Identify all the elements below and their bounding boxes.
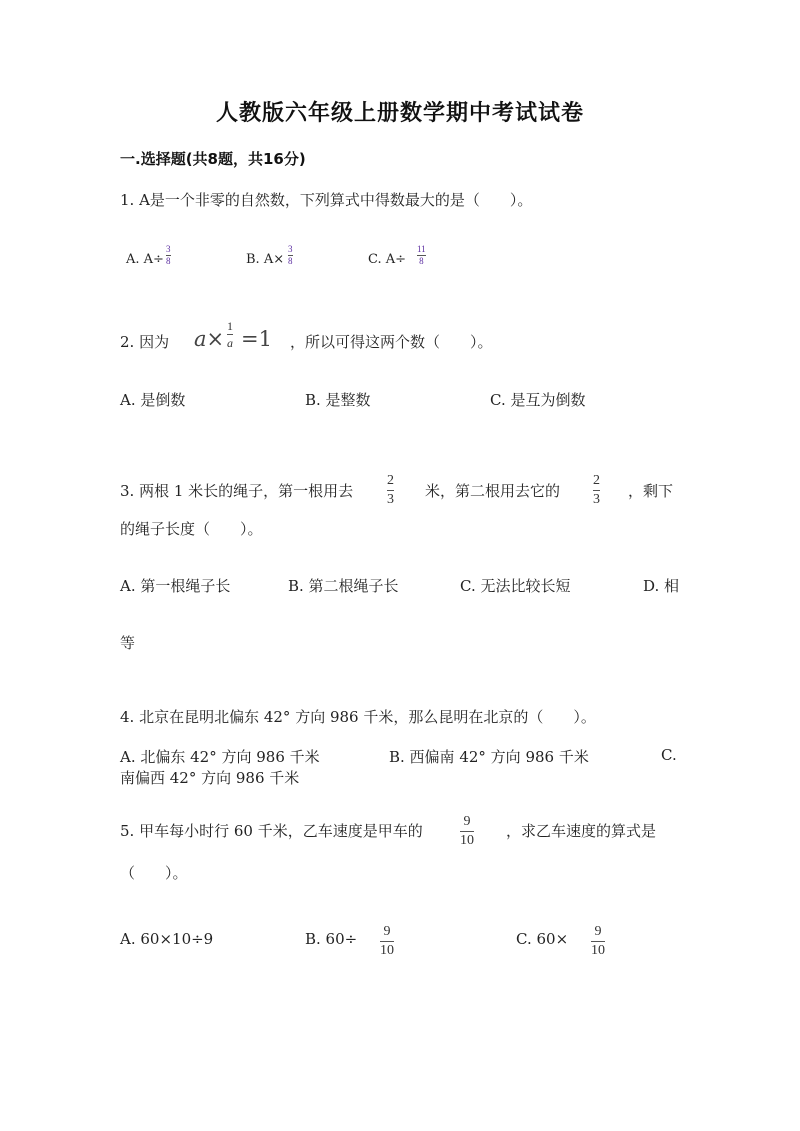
fraction-bar — [387, 490, 394, 491]
question-3-stem-part2: 米，第二根用去它的 — [425, 482, 561, 500]
q5-option-c-fraction — [591, 925, 605, 958]
fraction-bar — [591, 941, 605, 942]
q3-f1-numerator: 2 — [387, 473, 394, 488]
q1-option-b-label: B. A× — [246, 252, 285, 267]
section-heading: 一.选择题(共8题，共16分) — [120, 150, 306, 168]
q1-a-denominator: 8 — [166, 256, 171, 266]
q2-option-b: B. 是整数 — [305, 391, 371, 409]
question-4-stem: 4. 北京在昆明北偏东 42° 方向 986 千米，那么昆明在北京的（ ）。 — [120, 708, 596, 726]
q1-option-a-fraction — [166, 245, 171, 266]
question-2-stem-end: ，所以可得这两个数（ ）。 — [290, 333, 493, 351]
q4-option-c-part2: 南偏西 42° 方向 986 千米 — [120, 769, 300, 787]
fraction-bar — [593, 490, 600, 491]
q5-option-c-label: C. 60× — [516, 930, 569, 948]
question-3-stem-line2: 的绳子长度（ ）。 — [120, 520, 263, 538]
q1-option-a-label: A. A÷ — [126, 252, 164, 267]
q2-times: × — [206, 327, 225, 351]
q2-equals-one: =1 — [241, 327, 272, 351]
q1-option-c-fraction — [417, 245, 426, 266]
q2-var-a: a — [194, 327, 207, 351]
q5-denominator: 10 — [460, 833, 474, 848]
q2-numerator: 1 — [227, 319, 233, 333]
question-5-stem-line2: （ ）。 — [120, 864, 188, 882]
q2-formula — [194, 327, 224, 351]
q1-option-b — [246, 252, 284, 267]
q5-b-numerator: 9 — [383, 924, 391, 939]
q4-option-a: A. 北偏东 42° 方向 986 千米 — [120, 748, 320, 766]
question-5-stem-part2: ，求乙车速度的算式是 — [506, 822, 657, 840]
q2-option-a: A. 是倒数 — [120, 391, 186, 409]
q1-option-a — [126, 252, 164, 267]
q5-numerator: 9 — [463, 814, 471, 829]
q3-fraction-2 — [593, 474, 600, 507]
question-1-stem: 1. A是一个非零的自然数，下列算式中得数最大的是（ ）。 — [120, 191, 533, 209]
q3-f1-denominator: 3 — [387, 492, 394, 507]
q5-b-denominator: 10 — [380, 943, 394, 958]
q5-option-b-label: B. 60÷ — [305, 930, 358, 948]
q3-option-a: A. 第一根绳子长 — [120, 577, 231, 595]
q1-option-b-fraction — [288, 245, 293, 266]
q5-c-denominator: 10 — [591, 943, 605, 958]
q3-option-d-part2: 等 — [120, 634, 136, 652]
q1-b-denominator: 8 — [288, 256, 293, 266]
question-3-stem-part1: 3. 两根 1 米长的绳子，第一根用去 — [120, 482, 354, 500]
question-2-stem-start: 2. 因为 — [120, 333, 170, 351]
q3-option-c: C. 无法比较长短 — [460, 577, 571, 595]
q4-option-b: B. 西偏南 42° 方向 986 千米 — [389, 748, 589, 766]
q3-option-b: B. 第二根绳子长 — [288, 577, 399, 595]
q1-c-numerator: 11 — [417, 244, 426, 254]
q1-a-numerator: 3 — [166, 244, 171, 254]
q4-option-c-part1: C. — [661, 746, 677, 764]
q3-option-d-part1: D. 相 — [643, 577, 680, 595]
q2-denominator: a — [227, 336, 233, 350]
q5-c-numerator: 9 — [594, 924, 602, 939]
page-title: 人教版六年级上册数学期中考试试卷 — [215, 101, 584, 126]
q1-option-c-label: C. A÷ — [368, 252, 407, 267]
fraction-bar — [380, 941, 394, 942]
q1-option-c — [368, 252, 406, 267]
q5-fraction — [460, 815, 474, 848]
fraction-bar — [460, 831, 474, 832]
q3-fraction-1 — [387, 474, 394, 507]
q1-c-denominator: 8 — [419, 256, 424, 266]
q1-b-numerator: 3 — [288, 244, 293, 254]
question-3-stem-part3: ，剩下 — [628, 482, 674, 500]
fraction-bar — [227, 334, 233, 335]
q5-option-b-fraction — [380, 925, 394, 958]
question-5-stem-part1: 5. 甲车每小时行 60 千米，乙车速度是甲车的 — [120, 822, 423, 840]
q2-fraction — [227, 320, 233, 349]
q3-f2-numerator: 2 — [593, 473, 600, 488]
q5-option-a: A. 60×10÷9 — [120, 930, 214, 948]
q2-option-c: C. 是互为倒数 — [490, 391, 586, 409]
q3-f2-denominator: 3 — [593, 492, 600, 507]
